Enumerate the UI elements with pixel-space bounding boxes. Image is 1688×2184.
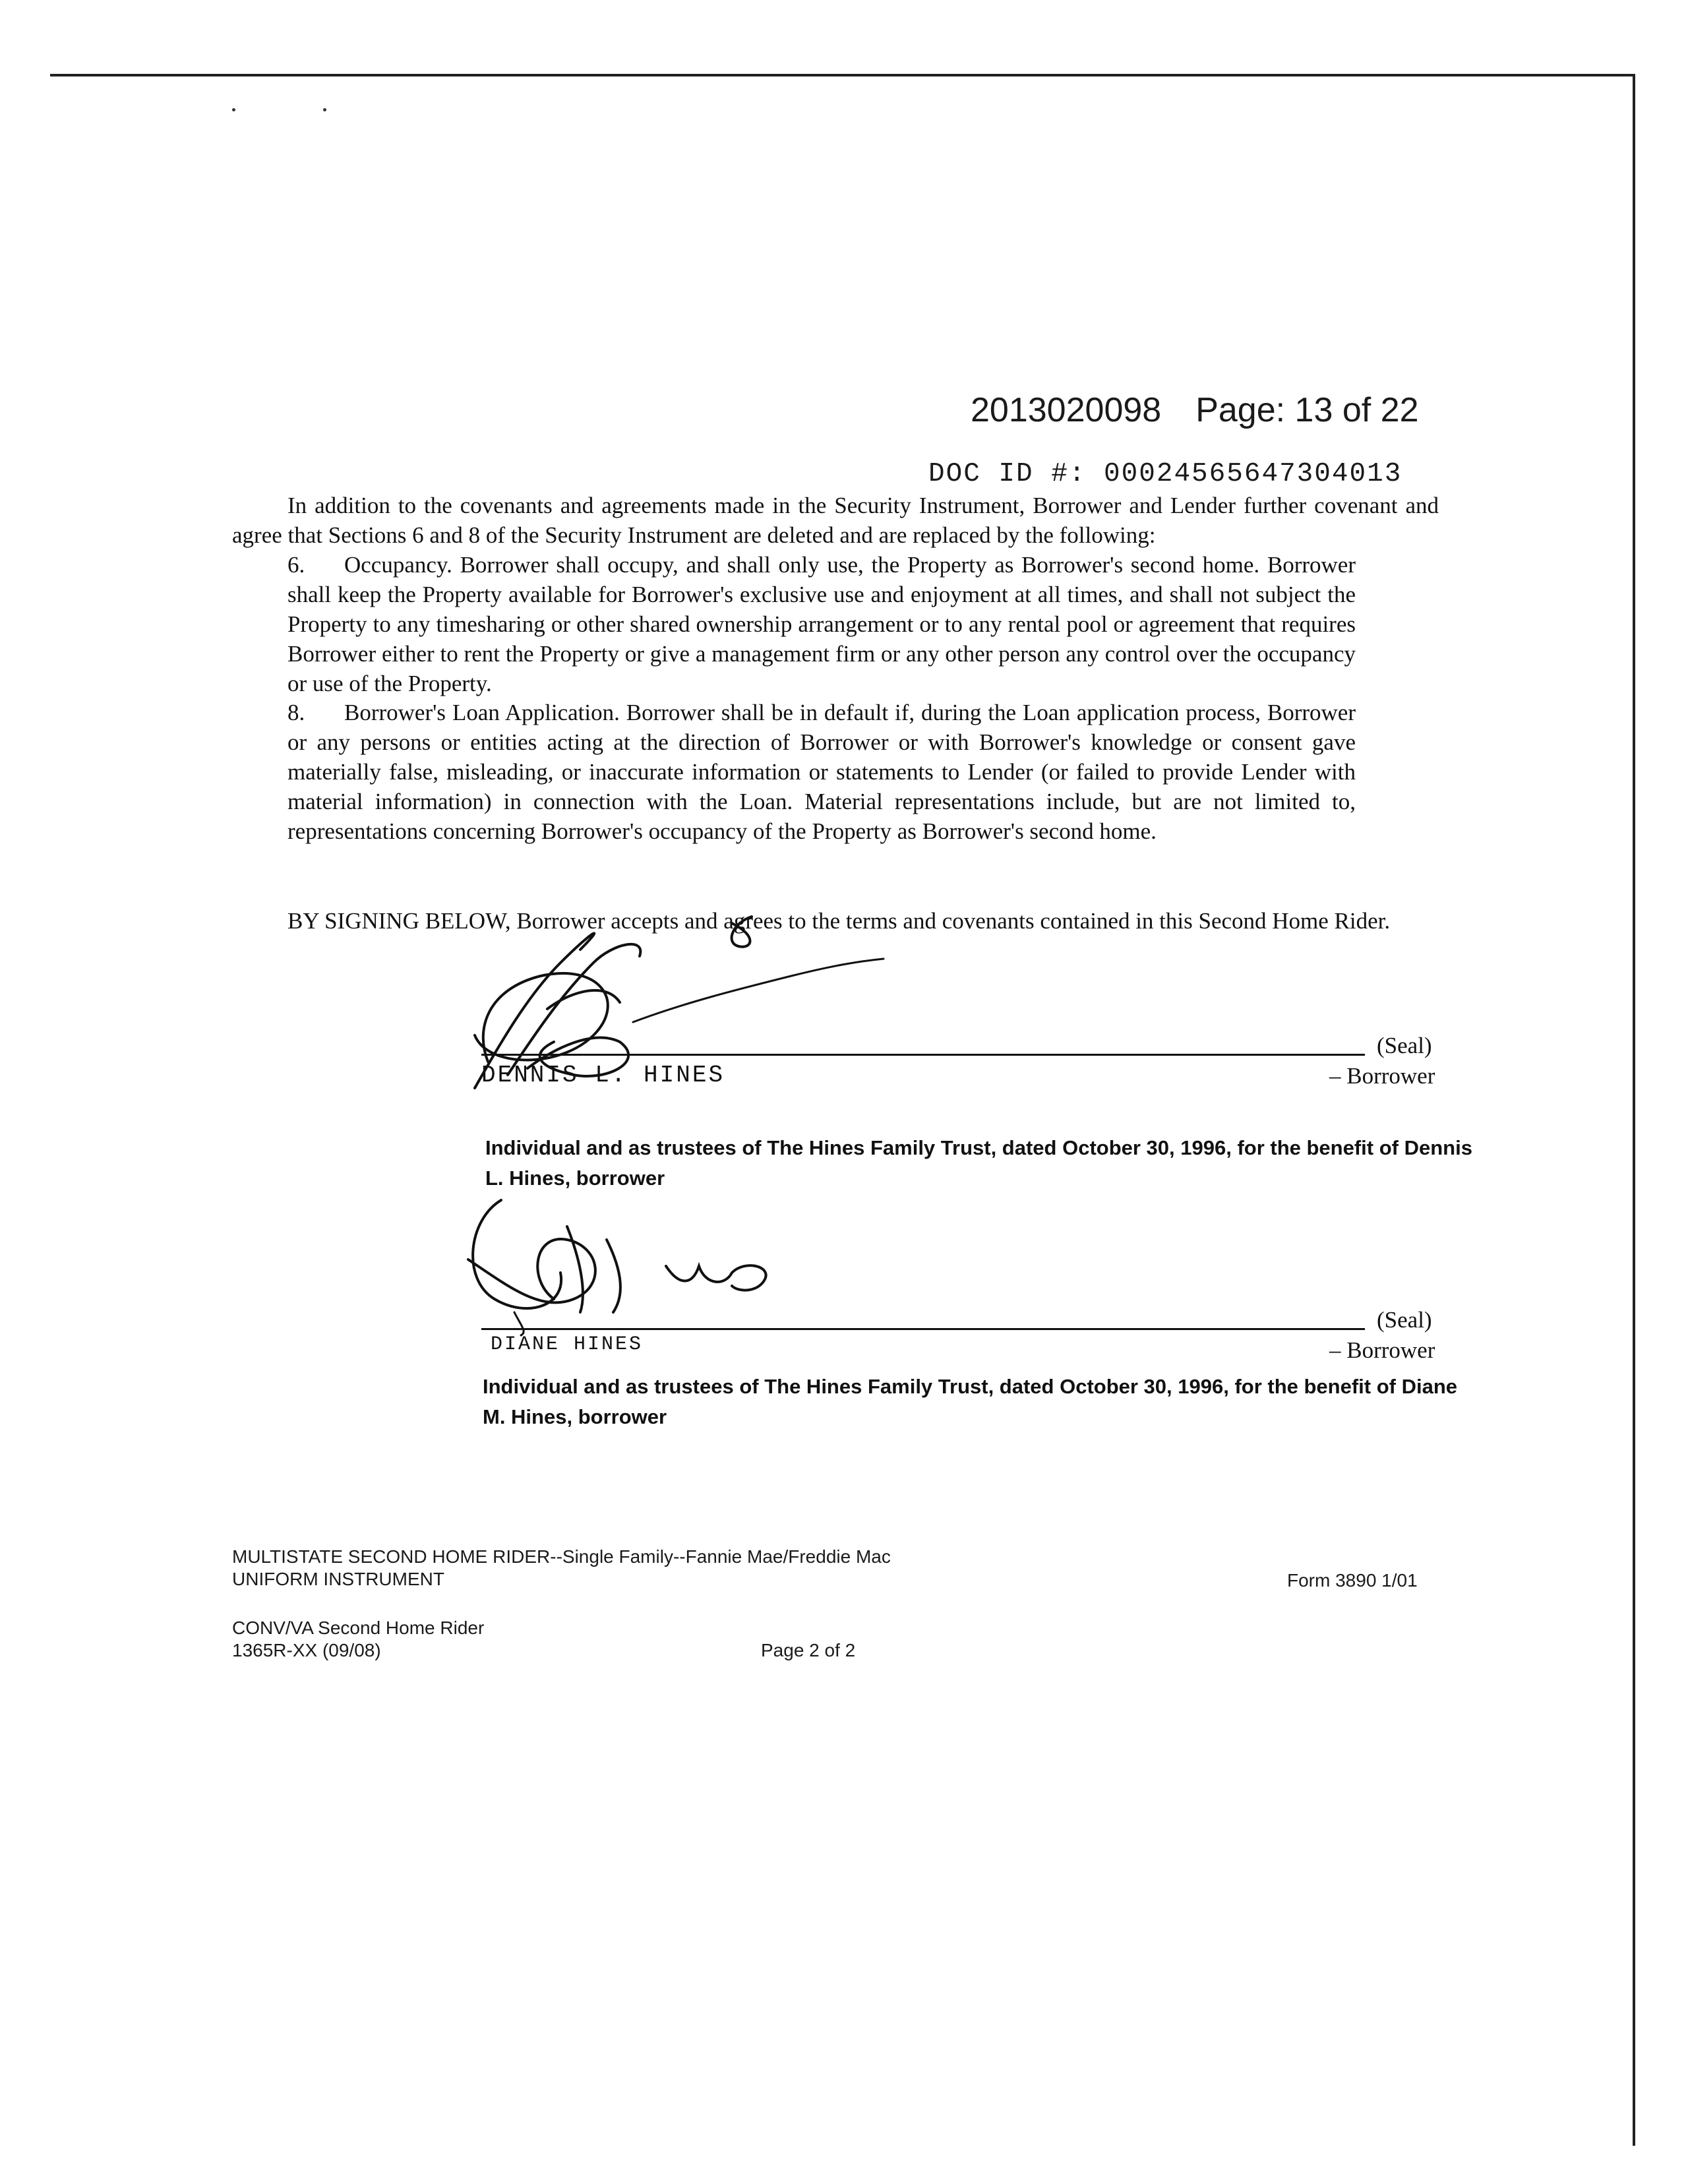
recording-stamp xyxy=(971,390,1418,430)
footer-line-4: 1365R-XX (09/08) xyxy=(232,1640,381,1660)
trust-note: Individual and as trustees of The Hines Family Trust, dated October 30, 1996, for the benefit of Dennis L. Hines, borrower xyxy=(485,1136,1472,1190)
trust-note: Individual and as trustees of The Hines Family Trust, dated October 30, 1996, for the benefit of Diane M. Hines, borrower xyxy=(483,1375,1458,1428)
section-text: Borrower's Loan Application. Borrower shall be in default if, during the Loan application process, Borrower or any persons or entities acting at the direction of Borrower or with Borrower's knowledge or consent gave materially false, misleading, or inaccurate information or statements to Lender (or failed to provide Lender with material information) in connection with the Loan. Material representations include, but are not limited to, representations concerning Borrower's occupancy of the Property as Borrower's second home. xyxy=(287,700,1356,844)
scan-speck xyxy=(232,108,235,111)
scan-border-right xyxy=(1633,75,1635,2146)
footer-line-2: UNIFORM INSTRUMENT xyxy=(232,1569,444,1589)
section-number: 8. xyxy=(287,700,305,725)
footer-line-1: MULTISTATE SECOND HOME RIDER--Single Family--Fannie Mae/Freddie Mac xyxy=(232,1546,891,1567)
borrower-role-label: – Borrower xyxy=(1329,1337,1435,1363)
footer-form-title xyxy=(232,1546,891,1591)
signature-line xyxy=(481,1054,1365,1056)
intro-paragraph xyxy=(232,491,1439,550)
section-text: Occupancy. Borrower shall occupy, and shall only use, the Property as Borrower's second home. Borrower shall keep the Property available for Borrower's exclusive use and enjoyment at all times, and shall not subject the Property to any timesharing or other shared ownership arrangement or to any rental pool or agreement that requires Borrower either to rent the Property or give a management firm or any other person any control over the occupancy or use of the Property. xyxy=(287,552,1356,696)
doc-id: DOC ID #: 00024565647304013 xyxy=(928,459,1402,489)
signature-diane-hines xyxy=(455,1187,798,1339)
footer-page-number: Page 2 of 2 xyxy=(761,1640,856,1660)
scan-speck xyxy=(323,108,326,111)
seal-label: (Seal) xyxy=(1377,1033,1432,1058)
intro-text: In addition to the covenants and agreements made in the Security Instrument, Borrower and Lender further covenant and agree that Sections 6 and 8 of the Security Instrument are deleted and are replaced by the following: xyxy=(232,493,1439,548)
footer-form-number: Form 3890 1/01 xyxy=(1287,1570,1418,1591)
seal-label: (Seal) xyxy=(1377,1307,1432,1333)
footer-line-3: CONV/VA Second Home Rider xyxy=(232,1618,485,1638)
section-number: 6. xyxy=(287,552,305,578)
recording-number: 2013020098 xyxy=(971,391,1162,429)
scan-border-top xyxy=(50,74,1635,76)
borrower-name: DENNIS L. HINES xyxy=(481,1062,725,1089)
section-6 xyxy=(287,550,1356,698)
footer-product xyxy=(232,1617,484,1662)
signing-statement-text: BY SIGNING BELOW, Borrower accepts and agrees to the terms and covenants contained in this Second Home Rider. xyxy=(287,908,1391,934)
recording-page-label: Page: 13 of 22 xyxy=(1195,391,1419,429)
section-8 xyxy=(287,698,1356,846)
borrower-name: DIANE HINES xyxy=(491,1333,644,1356)
borrower-role-label: – Borrower xyxy=(1329,1063,1435,1089)
signature-line xyxy=(481,1328,1365,1330)
